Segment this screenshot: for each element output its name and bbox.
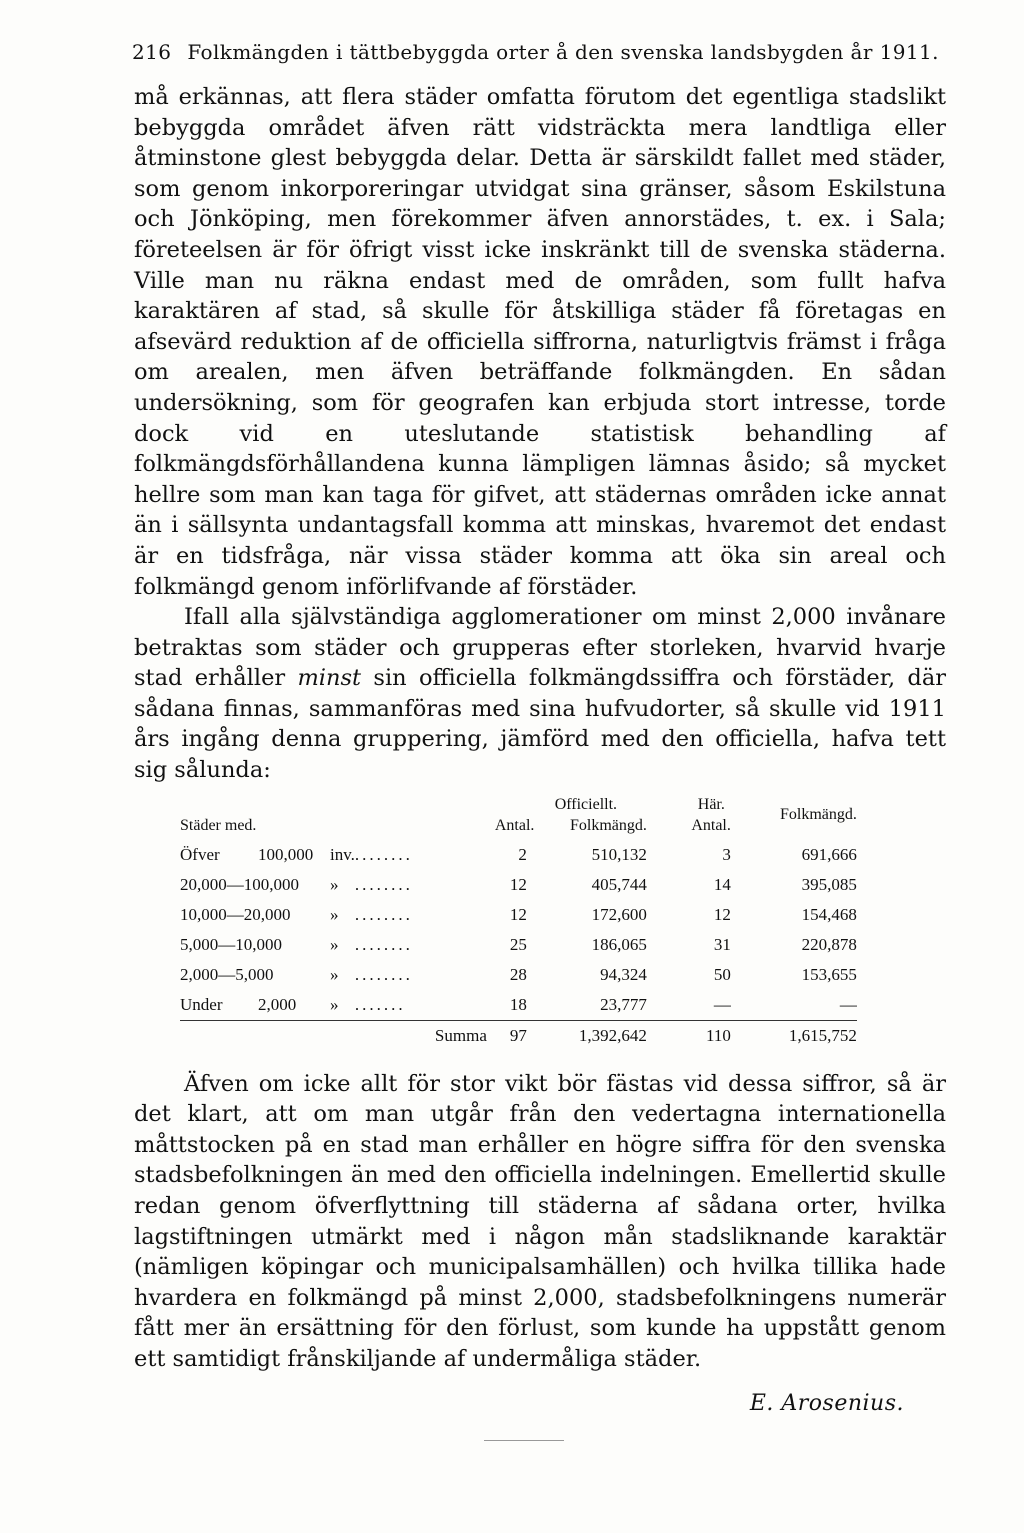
- har-label: Här.: [697, 795, 725, 813]
- paragraph-3: Äfven om icke allt för stor vikt bör fästas vid dessa siffror, så är det klart, att om man utgår från den vedertagna internationella måttstocken på en stad man erhåller en högre siffra för den svenska stadsbefolkningen än med den officiella indelningen. Emellertid skulle redan genom öfverflyttning till städerna af sådana orter, hvilka lagstiftningen utmärkt med i någon mån stadsliknande karaktär (nämligen köpingar och municipalsamhällen) och hvilka tillika hade hvardera en folkmängd på minst 2,000, stadsbefolkningens numerär fått mer än ersättning för den förlust, som kunde ha uppstått genom ett samtidigt frånskiljande af undermåliga städer.: [134, 1070, 946, 1372]
- row-label-a: 10,000—20,000: [180, 904, 291, 924]
- cell-here-population: 153,655: [801, 964, 857, 984]
- table-row: [180, 990, 857, 1021]
- cell-official-count: 25: [509, 934, 527, 954]
- row-unit: »: [330, 934, 339, 954]
- cell-here-population: 220,878: [801, 934, 857, 954]
- paragraph-2-end: sin officiella folkmängdssiffra och förstäder, där sådana finnas, sammanföras med sina hufvudorter, så skulle vid 1911 års ingång denna gruppering, jämförd med den officiella, hafva tett sig sålunda:: [134, 665, 947, 784]
- page: [134, 40, 946, 1441]
- row-label: [180, 960, 330, 990]
- paragraph-2: [134, 602, 946, 786]
- cell-here-population: 154,468: [801, 904, 857, 924]
- paragraph-2-start: Ifall alla självständiga agglomerationer om minst 2,000 invånare betraktas som städer och grupperas efter storleken, hvarvid hvarje stad erhåller: [134, 604, 946, 692]
- table-row: [180, 930, 857, 960]
- running-title: Folkmängden i tättbebyggda orter å den svenska landsbygden år 1911.: [187, 40, 939, 64]
- paragraph-2-emphasis: minst: [297, 665, 362, 692]
- page-number: 216: [132, 40, 172, 64]
- sum-label: Summa: [180, 1020, 495, 1051]
- cell-official-count: 28: [509, 964, 527, 984]
- row-label-a: Öfver: [180, 844, 220, 864]
- row-unit: »: [330, 964, 339, 984]
- cell-here-count: 50: [713, 964, 731, 984]
- sum-official-population: 1,392,642: [527, 1020, 647, 1051]
- col-header-officiellt: [495, 796, 647, 840]
- row-leader-dots: ........: [354, 904, 413, 924]
- cell-here-population: 395,085: [801, 874, 857, 894]
- cell-official-population: 405,744: [591, 874, 647, 894]
- table-row: [180, 840, 857, 870]
- cell-here-count: —: [713, 994, 731, 1014]
- sum-here-count: 110: [647, 1020, 731, 1051]
- cell-here-count: 3: [722, 844, 731, 864]
- row-label-a: 5,000—10,000: [180, 934, 282, 954]
- col-header-folkmangd: Folkmängd.: [569, 816, 647, 834]
- row-label-a: 20,000—100,000: [180, 874, 299, 894]
- row-unit: »: [330, 904, 339, 924]
- row-leader-dots: ........: [354, 874, 413, 894]
- row-leader-dots: .......: [354, 994, 406, 1014]
- cell-here-count: 12: [713, 904, 731, 924]
- col-header-har: [647, 796, 731, 840]
- row-label-a: Under: [180, 994, 223, 1014]
- row-unit: »: [330, 994, 339, 1014]
- row-unit: inv.: [330, 844, 355, 864]
- col-header-har-antal: Antal.: [691, 816, 731, 834]
- row-unit: »: [330, 874, 339, 894]
- table-row: [180, 900, 857, 930]
- row-label-b: 100,000: [258, 844, 314, 864]
- row-label-b: 2,000: [258, 994, 297, 1014]
- table-body: [180, 840, 857, 1051]
- running-head: [132, 40, 946, 64]
- cell-official-population: 172,600: [591, 904, 647, 924]
- officiellt-label: Officiellt.: [554, 795, 618, 813]
- row-label: [180, 900, 330, 930]
- cell-here-count: 14: [713, 874, 731, 894]
- row-leader-dots: ........: [354, 844, 413, 864]
- signature: E. Arosenius.: [749, 1390, 904, 1416]
- row-leader-dots: ........: [354, 964, 413, 984]
- cell-here-count: 31: [713, 934, 731, 954]
- col-header-folkmangd-har: Folkmängd.: [779, 806, 857, 824]
- table-row: [180, 870, 857, 900]
- col-header-stader: Städer med.: [180, 816, 257, 834]
- row-label: [180, 840, 330, 870]
- cell-official-count: 12: [509, 904, 527, 924]
- sum-here-population: 1,615,752: [731, 1020, 857, 1051]
- table-header-row: [180, 796, 857, 840]
- cell-official-count: 18: [509, 994, 527, 1014]
- row-label: [180, 930, 330, 960]
- cell-official-population: 94,324: [600, 964, 647, 984]
- population-table: [180, 796, 857, 1051]
- row-label: [180, 990, 330, 1021]
- row-label-a: 2,000—5,000: [180, 964, 274, 984]
- col-header-antal: Antal.: [494, 816, 535, 834]
- cell-official-count: 2: [518, 844, 527, 864]
- table-sum-row: [180, 1020, 857, 1051]
- paragraph-1: må erkännas, att flera städer omfatta förutom det egentliga stadslikt bebyggda området äfven rätt vidsträckta mera landtliga eller åtminstone glest bebyggda delar. Detta är särskildt fallet med städer, som genom inkorporeringar utvidgat sina gränser, såsom Eskilstuna och Jönköping, men förekommer äfven annorstädes, t. ex. i Sala; företeelsen är för öfrigt visst icke inskränkt till de svenska städerna. Ville man nu räkna endast med de områden, som fullt hafva karaktären af stad, så skulle för åtskilliga städer få företagas en afsevärd reduktion af de officiella siffrorna, naturligtvis främst i fråga om arealen, men äfven beträffande folkmängden. En sådan undersökning, som för geografen kan erbjuda stort intresse, torde dock vid en uteslutande statistisk behandling af folkmängdsförhållandena kunna lämpligen lämnas åsido; så mycket hellre som man kan taga för gifvet, att städernas områden icke annat än i sällsynta undantagsfall komma att minskas, hvaremot det endast är en tidsfråga, när vissa städer komma att öka sin areal och folkmängd genom införlifvande af förstäder.: [134, 84, 946, 600]
- row-leader-dots: ........: [354, 934, 413, 954]
- sum-official-count: 97: [495, 1020, 527, 1051]
- cell-official-population: 23,777: [600, 994, 647, 1014]
- cell-here-population: —: [839, 994, 857, 1014]
- cell-official-count: 12: [509, 874, 527, 894]
- cell-here-population: 691,666: [801, 844, 857, 864]
- end-rule: [484, 1440, 564, 1441]
- cell-official-population: 186,065: [591, 934, 647, 954]
- table-row: [180, 960, 857, 990]
- row-label: [180, 870, 330, 900]
- cell-official-population: 510,132: [591, 844, 647, 864]
